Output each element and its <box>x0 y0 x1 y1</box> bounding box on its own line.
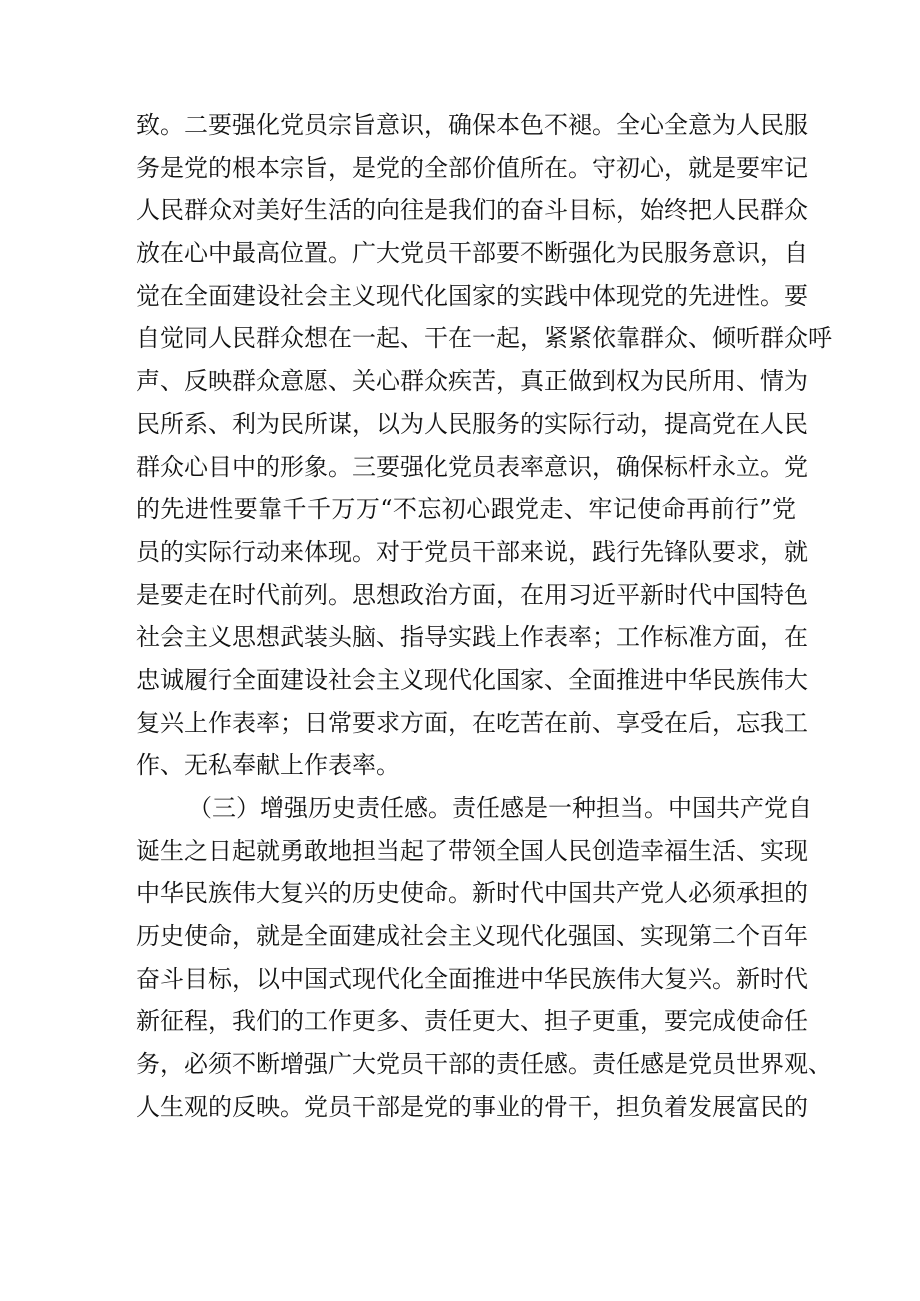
text-line: 中华民族伟大复兴的历史使命。新时代中国共产党人必须承担的 <box>136 879 808 908</box>
text-line: 务是党的根本宗旨，是党的全部价值所在。守初心，就是要牢记 <box>136 153 808 182</box>
text-line: 人生观的反映。党员干部是党的事业的骨干，担负着发展富民的 <box>136 1092 808 1121</box>
text-line: 诞生之日起就勇敢地担当起了带领全国人民创造幸福生活、实现 <box>136 836 808 865</box>
text-line: 的先进性要靠千千万万“不忘初心跟党走、牢记使命再前行”党 <box>136 495 796 524</box>
text-line: 致。二要强化党员宗旨意识，确保本色不褪。全心全意为人民服 <box>136 111 808 139</box>
text-line: 民所系、利为民所谋，以为人民服务的实际行动，提高党在人民 <box>136 409 808 438</box>
body-text <box>136 104 832 1129</box>
text-line: 务，必须不断增强广大党员干部的责任感。责任感是党员世界观、 <box>136 1050 832 1079</box>
text-line: 放在心中最高位置。广大党员干部要不断强化为民服务意识，自 <box>136 239 808 268</box>
text-line: 是要走在时代前列。思想政治方面，在用习近平新时代中国特色 <box>136 580 808 609</box>
text-line: 自觉同人民群众想在一起、干在一起，紧紧依靠群众、倾听群众呼 <box>136 324 832 353</box>
text-line: 社会主义思想武装头脑、指导实践上作表率；工作标准方面，在 <box>136 623 808 652</box>
text-line: 人民群众对美好生活的向往是我们的奋斗目标，始终把人民群众 <box>136 196 808 225</box>
section-heading-line: （三）增强历史责任感。责任感是一种担当。中国共产党自 <box>188 794 812 822</box>
text-line: 复兴上作表率；日常要求方面，在吃苦在前、享受在后，忘我工 <box>136 708 808 737</box>
text-line: 群众心目中的形象。三要强化党员表率意识，确保标杆永立。党 <box>136 452 808 481</box>
text-line: 新征程，我们的工作更多、责任更大、担子更重，要完成使命任 <box>136 1007 808 1036</box>
text-line: 历史使命，就是全面建成社会主义现代化强国、实现第二个百年 <box>136 922 808 951</box>
text-line: 作、无私奉献上作表率。 <box>136 751 400 780</box>
text-line: 觉在全面建设社会主义现代化国家的实践中体现党的先进性。要 <box>136 281 808 310</box>
text-line: 忠诚履行全面建设社会主义现代化国家、全面推进中华民族伟大 <box>136 665 808 694</box>
text-line: 声、反映群众意愿、关心群众疾苦，真正做到权为民所用、情为 <box>136 367 808 396</box>
text-line: 奋斗目标，以中国式现代化全面推进中华民族伟大复兴。新时代 <box>136 964 808 993</box>
text-line: 员的实际行动来体现。对于党员干部来说，践行先锋队要求，就 <box>136 537 808 566</box>
